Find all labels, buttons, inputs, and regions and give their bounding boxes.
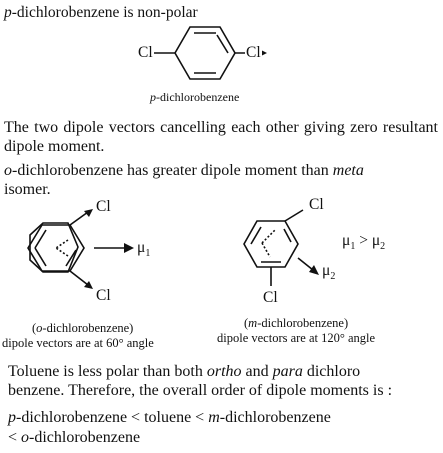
meta-caption: (m-dichlorobenzene) [244,316,349,330]
ortho-mu1-label: $\mu_1$ [137,239,151,260]
dipole-order-line2: < o-dichlorobenzene [8,429,141,446]
meta-angle-text: dipole vectors are at 120° angle [217,331,376,345]
paragraph-toluene-line2: benzene. Therefore, the overall order of dipole moments is : [8,382,393,399]
paragraph-dipole-cancel: The two dipole vectors cancelling each other giving zero resultant dipole moment. [4,119,438,155]
intro-text: -dichlorobenzene is non-polar [11,4,198,21]
ortho-angle-text: dipole vectors are at 60° angle [2,336,154,350]
mu-relation: $\mu_1 > \mu_2$ [342,232,386,253]
dipole-order-line1: p-dichlorobenzene < toluene < m-dichlorobenzene [8,409,331,426]
p-caption: p-dichlorobenzene [150,90,240,104]
intro-prefix: p [4,4,12,21]
p-cl-left: Cl [138,44,153,61]
p-cl-right: Cl [246,44,261,61]
paragraph-toluene-line1: Toluene is less polar than both ortho and para dichloro [8,363,361,380]
meta-mu2-label: $\mu_2$ [322,262,336,283]
mu2-arrowhead-icon [309,265,319,275]
meta-cl-top: Cl [309,196,324,213]
meta-cl-bottom: Cl [263,289,278,306]
ortho-caption: (o-dichlorobenzene) [32,321,134,335]
ortho-cl-bottom: Cl [96,287,111,304]
ortho-cl-top: Cl [96,198,111,215]
paragraph-ortho-vs-meta-line1: o-dichlorobenzene has greater dipole moment than meta [4,162,364,179]
paragraph-ortho-vs-meta-line2: isomer. [4,181,51,198]
